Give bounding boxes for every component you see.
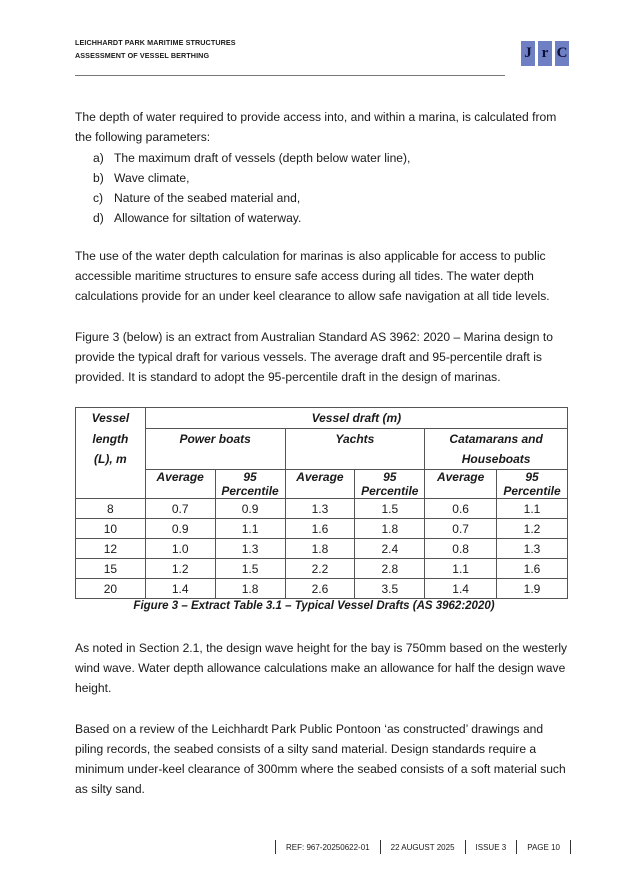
draft-value-cell: 0.7 xyxy=(425,519,497,539)
draft-value-cell: 1.3 xyxy=(215,539,285,559)
vessel-draft-header: Vessel draft (m) xyxy=(145,408,567,429)
catamarans-header-line1: Catamarans and xyxy=(425,429,568,449)
list-item xyxy=(93,148,410,168)
list-marker: a) xyxy=(93,151,104,165)
col-95-line1: 95 xyxy=(383,470,397,484)
draft-value-cell: 1.4 xyxy=(145,579,215,599)
draft-value-cell: 2.6 xyxy=(285,579,355,599)
vessel-length-header-line1: Vessel xyxy=(76,408,146,429)
draft-value-cell: 0.6 xyxy=(425,499,497,519)
table-row xyxy=(76,559,568,579)
header-divider xyxy=(75,75,505,76)
list-item xyxy=(93,168,410,188)
draft-value-cell: 0.7 xyxy=(145,499,215,519)
catamarans-header-line2: Houseboats xyxy=(425,449,568,470)
vessel-length-cell: 20 xyxy=(76,579,146,599)
draft-value-cell: 1.6 xyxy=(497,559,568,579)
yachts-average-header: Average xyxy=(285,470,355,499)
table-row xyxy=(76,519,568,539)
logo-letter-j: J xyxy=(521,41,535,66)
footer-ref: REF: 967-20250622-01 xyxy=(286,842,370,852)
draft-value-cell: 2.4 xyxy=(355,539,425,559)
draft-value-cell: 0.9 xyxy=(145,519,215,539)
vessel-draft-table xyxy=(75,407,568,599)
draft-value-cell: 1.9 xyxy=(497,579,568,599)
draft-value-cell: 2.2 xyxy=(285,559,355,579)
draft-value-cell: 2.8 xyxy=(355,559,425,579)
draft-value-cell: 1.8 xyxy=(285,539,355,559)
vessel-length-header-line2: length xyxy=(76,429,146,449)
header-title-line2: ASSESSMENT OF VESSEL BERTHING xyxy=(75,51,210,60)
figure-intro-paragraph: Figure 3 (below) is an extract from Australian Standard AS 3962: 2020 – Marina design to provide the typical draft for various vessels. The average draft and 95-percentile draft is provided. It is standard to adopt the 95-percentile draft in the design of marinas. xyxy=(75,330,553,384)
power-average-header: Average xyxy=(145,470,215,499)
draft-value-cell: 1.0 xyxy=(145,539,215,559)
vessel-length-header-line3: (L), m xyxy=(76,449,146,470)
draft-value-cell: 0.8 xyxy=(425,539,497,559)
draft-value-cell: 1.6 xyxy=(285,519,355,539)
draft-value-cell: 0.9 xyxy=(215,499,285,519)
footer-date: 22 AUGUST 2025 xyxy=(390,842,455,852)
company-logo xyxy=(521,41,569,66)
marina-depth-paragraph: The use of the water depth calculation for marinas is also applicable for access to public accessible maritime structures to ensure safe access during all tides. The water depth calculations provide for an under keel clearance to allow safe navigation at all tide levels. xyxy=(75,249,550,303)
footer-page: PAGE 10 xyxy=(527,842,560,852)
draft-value-cell: 1.5 xyxy=(355,499,425,519)
yachts-header: Yachts xyxy=(285,429,425,449)
list-text: The maximum draft of vessels (depth below water line), xyxy=(114,151,411,165)
draft-value-cell: 1.1 xyxy=(215,519,285,539)
cat-average-header: Average xyxy=(425,470,497,499)
list-marker: c) xyxy=(93,191,104,205)
col-95-line2: Percentile xyxy=(361,484,419,498)
col-95-line2: Percentile xyxy=(221,484,279,498)
col-95-line2: Percentile xyxy=(503,484,561,498)
draft-value-cell: 1.8 xyxy=(215,579,285,599)
col-95-line1: 95 xyxy=(243,470,257,484)
list-text: Nature of the seabed material and, xyxy=(114,191,301,205)
draft-value-cell: 1.3 xyxy=(285,499,355,519)
list-item xyxy=(93,188,410,208)
draft-value-cell: 1.1 xyxy=(425,559,497,579)
parameter-list xyxy=(93,148,410,228)
list-item xyxy=(93,208,410,228)
table-row xyxy=(76,499,568,519)
table-row xyxy=(76,579,568,599)
vessel-length-cell: 10 xyxy=(76,519,146,539)
draft-value-cell: 1.8 xyxy=(355,519,425,539)
footer-divider xyxy=(570,840,571,854)
draft-value-cell: 1.2 xyxy=(497,519,568,539)
draft-value-cell: 1.2 xyxy=(145,559,215,579)
list-marker: d) xyxy=(93,211,104,225)
list-marker: b) xyxy=(93,171,104,185)
logo-letter-r: r xyxy=(538,41,552,66)
vessel-length-cell: 15 xyxy=(76,559,146,579)
vessel-length-cell: 8 xyxy=(76,499,146,519)
power-boats-header: Power boats xyxy=(145,429,285,449)
vessel-length-cell: 12 xyxy=(76,539,146,559)
draft-value-cell: 1.1 xyxy=(497,499,568,519)
table-caption: Figure 3 – Extract Table 3.1 – Typical Vessel Drafts (AS 3962:2020) xyxy=(133,600,495,612)
draft-value-cell: 3.5 xyxy=(355,579,425,599)
draft-value-cell: 1.3 xyxy=(497,539,568,559)
intro-paragraph: The depth of water required to provide access into, and within a marina, is calculated from the following parameters: xyxy=(75,110,557,144)
list-text: Allowance for siltation of waterway. xyxy=(114,211,302,225)
seabed-paragraph: Based on a review of the Leichhardt Park Public Pontoon ‘as constructed’ drawings and piling records, the seabed consists of a silty sand material. Design standards require a minimum under-keel clearance of 300mm where the seabed consists of a soft material such as silty sand. xyxy=(75,722,566,796)
logo-letter-c: C xyxy=(555,41,569,66)
draft-value-cell: 1.4 xyxy=(425,579,497,599)
list-text: Wave climate, xyxy=(114,171,190,185)
wave-height-paragraph: As noted in Section 2.1, the design wave height for the bay is 750mm based on the westerly wind wave. Water depth allowance calculations make an allowance for half the design wave height. xyxy=(75,641,568,695)
table-row xyxy=(76,539,568,559)
page-footer xyxy=(275,840,571,854)
col-95-line1: 95 xyxy=(525,470,539,484)
cat-95-header xyxy=(497,470,568,499)
draft-value-cell: 1.5 xyxy=(215,559,285,579)
power-95-header xyxy=(215,470,285,499)
footer-issue: ISSUE 3 xyxy=(475,842,507,852)
yachts-95-header xyxy=(355,470,425,499)
header-title-line1: LEICHHARDT PARK MARITIME STRUCTURES xyxy=(75,38,236,47)
